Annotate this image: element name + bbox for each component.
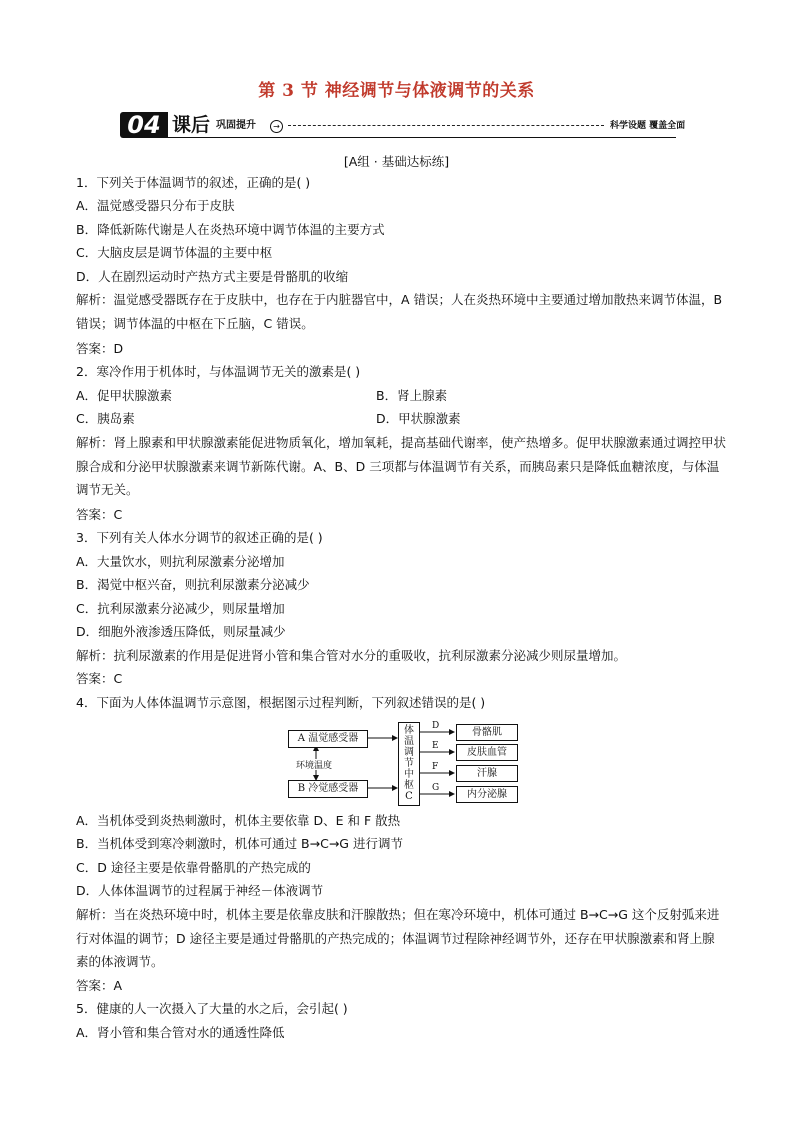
q2-option-c: C．胰岛素 [76,411,135,426]
path-label-f: F [432,762,439,772]
q3-option-b: B．渴觉中枢兴奋，则抗利尿激素分泌减少 [76,577,310,592]
group-heading: [A组 · 基础达标练] [343,154,450,169]
center-char: 温 [404,736,414,747]
q4-analysis: 解析：当在炎热环境中时，机体主要是依靠皮肤和汗腺散热；但在寒冷环境中，机体可通过 B→C→G 这个反射弧来进行对体温的调节；D 途径主要是通过骨骼肌的产热完成的；体温调节过程除神经调节外，还存在甲状腺激素和肾上腺素的体液调节。 [76,907,720,969]
q4-option-d: D．人体体温调节的过程属于神经－体液调节 [76,883,324,898]
q4-option-c: C．D 途径主要是依靠骨骼肌的产热完成的 [76,860,311,875]
thermoregulation-diagram [286,720,520,806]
thermoregulation-center-box [398,722,420,806]
center-char: 体 [404,725,414,736]
q1-answer: 答案：D [76,341,124,356]
q1-stem: 1．下列关于体温调节的叙述，正确的是( ) [76,175,311,190]
banner-word: 课后 [172,114,211,136]
q3-option-a: A．大量饮水，则抗利尿激素分泌增加 [76,554,285,569]
banner-tagline: 科学设题 覆盖全面 [610,121,686,131]
q5-stem: 5．健康的人一次摄入了大量的水之后，会引起( ) [76,1001,348,1016]
banner-sub: 巩固提升 [216,120,256,131]
q1-option-d: D．人在剧烈运动时产热方式主要是骨骼肌的收缩 [76,269,349,284]
q2-option-a: A．促甲状腺激素 [76,388,173,403]
q4-stem: 4．下面为人体体温调节示意图，根据图示过程判断，下列叙述错误的是( ) [76,695,486,710]
page-title: 第 3 节 神经调节与体液调节的关系 [258,81,535,101]
q4-option-b: B．当机体受到寒冷刺激时，机体可通过 B→C→G 进行调节 [76,836,403,851]
q1-option-b: B．降低新陈代谢是人在炎热环境中调节体温的主要方式 [76,222,385,237]
environment-temperature-label: 环境温度 [296,761,333,771]
q3-option-d: D．细胞外液渗透压降低，则尿量减少 [76,624,286,639]
cold-receptor-box: B 冷觉感受器 [288,780,368,798]
q3-analysis: 解析：抗利尿激素的作用是促进肾小管和集合管对水分的重吸收，抗利尿激素分泌减少则尿量增加。 [76,648,627,663]
q1-option-a: A．温觉感受器只分布于皮肤 [76,198,235,213]
center-char: 调 [404,747,414,758]
center-char: 枢 [404,780,414,791]
banner-dashed-line [288,125,604,126]
q3-option-c: C．抗利尿激素分泌减少，则尿量增加 [76,601,285,616]
q3-stem: 3．下列有关人体水分调节的叙述正确的是( ) [76,530,323,545]
q4-answer: 答案：A [76,978,123,993]
center-char: 中 [404,769,414,780]
banner-underline [168,137,676,138]
banner-number: 04 [120,112,168,138]
q3-answer: 答案：C [76,671,123,686]
path-label-g: G [432,783,440,793]
warm-receptor-box: A 温觉感受器 [288,730,368,748]
q2-analysis: 解析：肾上腺素和甲状腺激素能促进物质氧化，增加氧耗，提高基础代谢率，使产热增多。促甲状腺激素通过调控甲状腺合成和分泌甲状腺激素来调节新陈代谢。A、B、D 三项都与体温调节有关系，而胰岛素只是降低血糖浓度，与体温调节无关。 [76,435,727,497]
q1-analysis: 解析：温觉感受器既存在于皮肤中，也存在于内脏器官中，A 错误；人在炎热环境中主要通过增加散热来调节体温，B 错误；调节体温的中枢在下丘脑，C 错误。 [76,292,723,331]
center-char: C [405,791,413,802]
arrow-circle-icon: → [270,120,283,133]
target-endocrine-glands: 内分泌腺 [456,786,518,803]
target-skeletal-muscle: 骨骼肌 [456,724,518,741]
q2-option-d: D．甲状腺激素 [376,411,461,426]
q4-option-a: A．当机体受到炎热刺激时，机体主要依靠 D、E 和 F 散热 [76,813,401,828]
path-label-d: D [432,721,440,731]
target-skin-vessels: 皮肤血管 [456,744,518,761]
q2-option-b: B．肾上腺素 [376,388,448,403]
section-banner [120,111,686,139]
q2-answer: 答案：C [76,507,123,522]
target-sweat-glands: 汗腺 [456,765,518,782]
q2-stem: 2．寒冷作用于机体时，与体温调节无关的激素是( ) [76,364,361,379]
q5-option-a: A．肾小管和集合管对水的通透性降低 [76,1025,285,1040]
q1-option-c: C．大脑皮层是调节体温的主要中枢 [76,245,273,260]
path-label-e: E [432,741,439,751]
center-char: 节 [404,758,414,769]
